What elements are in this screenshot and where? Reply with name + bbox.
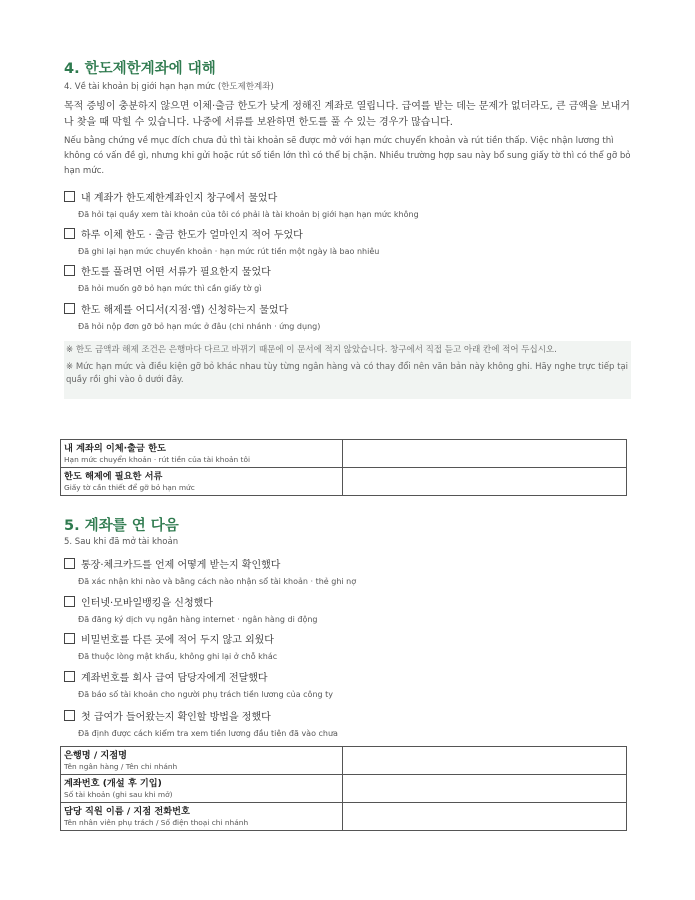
form-label-vietnamese: Số tài khoản (ghi sau khi mở)	[64, 789, 173, 799]
checklist-item-korean: 내 계좌가 한도제한계좌인지 창구에서 물었다	[81, 193, 278, 204]
form-input-cell[interactable]	[343, 440, 627, 468]
form-input-cell[interactable]	[343, 747, 627, 775]
form-label-korean: 은행명 / 지점명	[64, 749, 128, 761]
form-row	[61, 747, 627, 775]
checklist-item-vietnamese: Đã hỏi tại quầy xem tài khoản của tôi có phải là tài khoản bị giới hạn hạn mức không	[78, 210, 419, 219]
checklist-item-korean: 하루 이체 한도 · 출금 한도가 얼마인지 적어 두었다	[81, 230, 303, 241]
checkbox[interactable]	[64, 633, 75, 644]
form-label-cell	[61, 747, 343, 775]
form-row	[61, 775, 627, 803]
checklist-item-korean: 인터넷·모바일뱅킹을 신청했다	[81, 598, 213, 609]
section-4-form-table	[60, 439, 627, 496]
form-label-korean: 담당 직원 이름 / 지점 전화번호	[64, 805, 190, 817]
checklist-item-vietnamese: Đã đăng ký dịch vụ ngân hàng internet · ngân hàng di động	[78, 615, 318, 624]
section-4-note	[64, 341, 631, 399]
checklist-item[interactable]	[64, 265, 624, 295]
form-row	[61, 468, 627, 496]
checkbox[interactable]	[64, 596, 75, 607]
checklist-item-korean: 한도를 풀려면 어떤 서류가 필요한지 물었다	[81, 267, 271, 278]
form-label-korean: 내 계좌의 이체·출금 한도	[64, 442, 166, 454]
checklist-item-korean: 비밀번호를 다른 곳에 적어 두지 않고 외웠다	[81, 635, 274, 646]
checklist-item-vietnamese: Đã hỏi nộp đơn gỡ bỏ hạn mức ở đâu (chi nhánh · ứng dụng)	[78, 322, 321, 331]
form-label-vietnamese: Tên nhân viên phụ trách / Số điện thoại chi nhánh	[64, 817, 249, 827]
checkbox[interactable]	[64, 303, 75, 314]
checkbox[interactable]	[64, 710, 75, 721]
form-input-cell[interactable]	[343, 775, 627, 803]
checkbox[interactable]	[64, 191, 75, 202]
form-label-korean: 계좌번호 (개설 후 기입)	[64, 777, 162, 789]
form-label-vietnamese: Tên ngân hàng / Tên chi nhánh	[64, 761, 178, 771]
form-label-cell	[61, 440, 343, 468]
section-5-title: 5. 계좌를 연 다음	[64, 518, 179, 534]
checklist-item-korean: 한도 해제를 어디서(지점·앱) 신청하는지 물었다	[81, 305, 289, 316]
form-label-korean: 한도 해제에 필요한 서류	[64, 470, 163, 482]
form-input-cell[interactable]	[343, 468, 627, 496]
form-label-cell	[61, 468, 343, 496]
checklist-item[interactable]	[64, 558, 624, 588]
form-row	[61, 803, 627, 831]
checklist-item[interactable]	[64, 710, 624, 740]
section-5-form-table	[60, 746, 627, 831]
checklist-item-vietnamese: Đã thuộc lòng mật khẩu, không ghi lại ở chỗ khác	[78, 652, 278, 661]
note-korean: ※ 한도 금액과 해제 조건은 은행마다 다르고 바뀌기 때문에 이 문서에 적지 않았습니다. 창구에서 직접 듣고 아래 칸에 적어 두십시오.	[66, 345, 557, 355]
checkbox[interactable]	[64, 558, 75, 569]
form-label-vietnamese: Hạn mức chuyển khoản · rút tiền của tài khoản tôi	[64, 454, 251, 464]
checkbox[interactable]	[64, 671, 75, 682]
form-input-cell[interactable]	[343, 803, 627, 831]
section-4-intro-korean: 목적 증빙이 충분하지 않으면 이체·출금 한도가 낮게 정해진 계좌로 열립니다. 급여를 받는 데는 문제가 없더라도, 큰 금액을 보내거나 찾을 때 막힐 수 있습니다. 나중에 서류를 보완하면 한도를 풀 수 있는 경우가 많습니다.	[64, 101, 630, 128]
checklist-item-vietnamese: Đã báo số tài khoản cho người phụ trách tiền lương của công ty	[78, 690, 334, 699]
checkbox[interactable]	[64, 228, 75, 239]
checklist-item-korean: 첫 급여가 들어왔는지 확인할 방법을 정했다	[81, 712, 271, 723]
checklist-item[interactable]	[64, 191, 624, 221]
checklist-item-vietnamese: Đã xác nhận khi nào và bằng cách nào nhận sổ tài khoản · thẻ ghi nợ	[78, 577, 357, 586]
section-4-intro-vietnamese: Nếu bằng chứng về mục đích chưa đủ thì tài khoản sẽ được mở với hạn mức chuyển khoản và rút tiền thấp. Việc nhận lương thì không có vấn đề gì, nhưng khi gửi hoặc rút số tiền lớn thì có thể bị chặn. Nhiều trường hợp sau này bổ sung giấy tờ thì có thể gỡ bỏ hạn mức.	[64, 136, 631, 176]
checklist-item-vietnamese: Đã định được cách kiểm tra xem tiền lương đầu tiên đã vào chưa	[78, 729, 338, 738]
section-4-title: 4. 한도제한계좌에 대해	[64, 61, 216, 77]
checklist-item[interactable]	[64, 596, 624, 626]
note-vietnamese: ※ Mức hạn mức và điều kiện gỡ bỏ khác nhau tùy từng ngân hàng và có thay đổi nên văn bản này không ghi. Hãy nghe trực tiếp tại quầy rồi ghi vào ô dưới đây.	[66, 362, 629, 385]
section-4-subtitle: 4. Về tài khoản bị giới hạn hạn mức (한도제한계좌)	[64, 82, 274, 92]
checklist-item[interactable]	[64, 671, 624, 701]
checklist-item-korean: 통장·체크카드를 언제 어떻게 받는지 확인했다	[81, 560, 281, 571]
checklist-item[interactable]	[64, 633, 624, 663]
form-row	[61, 440, 627, 468]
checklist-item-vietnamese: Đã hỏi muốn gỡ bỏ hạn mức thì cần giấy tờ gì	[78, 284, 262, 293]
checklist-item-korean: 계좌번호를 회사 급여 담당자에게 전달했다	[81, 673, 268, 684]
form-label-cell	[61, 803, 343, 831]
form-label-vietnamese: Giấy tờ cần thiết để gỡ bỏ hạn mức	[64, 482, 195, 492]
checklist-item-vietnamese: Đã ghi lại hạn mức chuyển khoản · hạn mức rút tiền một ngày là bao nhiêu	[78, 247, 380, 256]
checkbox[interactable]	[64, 265, 75, 276]
checklist-item[interactable]	[64, 303, 624, 333]
form-label-cell	[61, 775, 343, 803]
checklist-item[interactable]	[64, 228, 624, 258]
section-5-subtitle: 5. Sau khi đã mở tài khoản	[64, 537, 179, 547]
